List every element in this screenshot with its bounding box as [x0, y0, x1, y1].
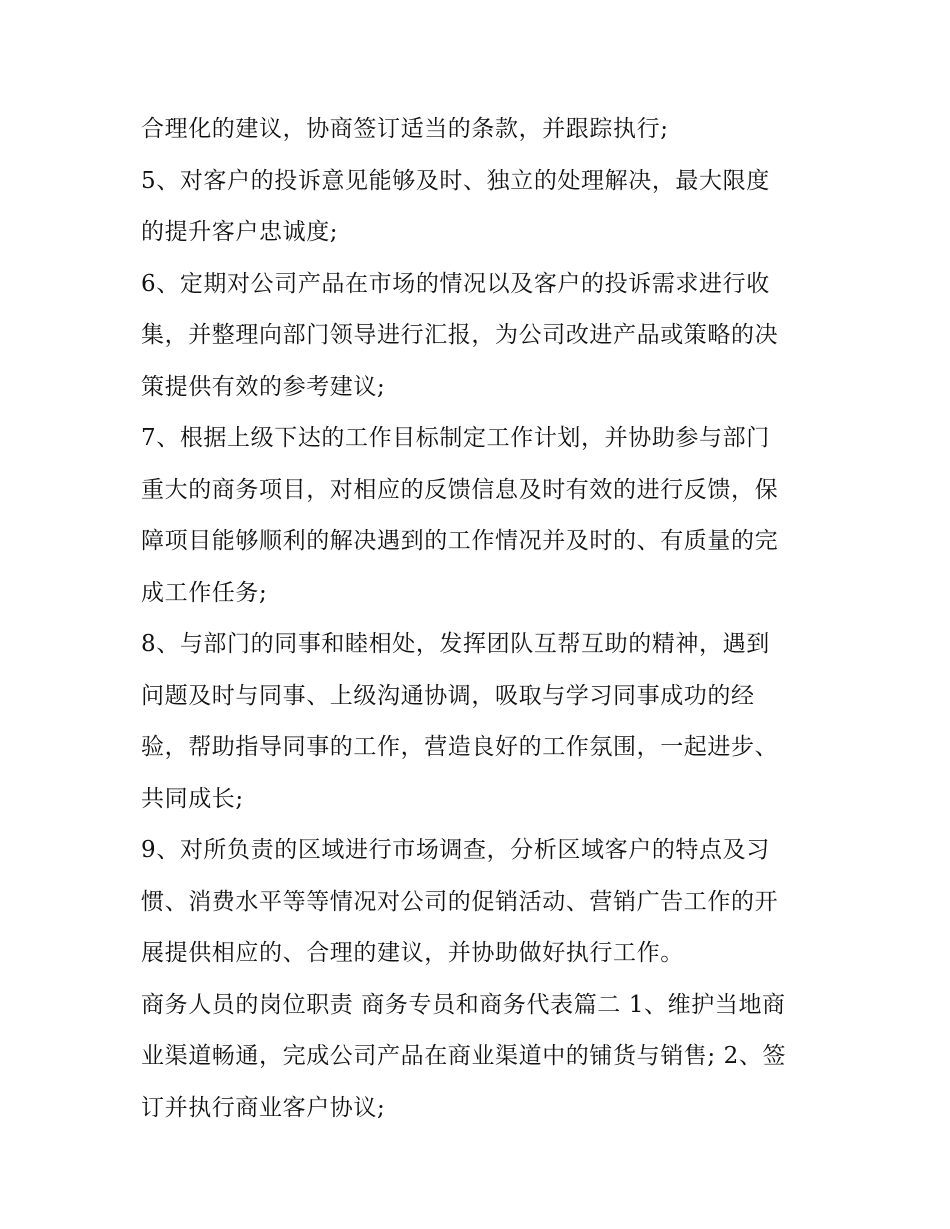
- text-line: 共同成长;: [141, 785, 244, 812]
- text-line: 集，并整理向部门领导进行汇报，为公司改进产品或策略的决: [141, 322, 779, 348]
- text-line: 重大的商务项目，对相应的反馈信息及时有效的进行反馈，保: [141, 476, 779, 503]
- text-line: 业渠道畅通，完成公司产品在商业渠道中的铺货与销售; 2、签: [141, 1043, 787, 1069]
- text-line: 订并执行商业客户协议;: [141, 1094, 386, 1121]
- text-line: 商务人员的岗位职责 商务专员和商务代表篇二 1、维护当地商: [141, 991, 786, 1018]
- document-body: [141, 104, 821, 1134]
- text-line: 的提升客户忠诚度;: [141, 219, 339, 245]
- text-line: 7、根据上级下达的工作目标制定工作计划，并协助参与部门: [141, 425, 770, 451]
- text-line: 问题及时与同事、上级沟通协调，吸取与学习同事成功的经: [141, 682, 755, 709]
- text-line: 9、对所负责的区域进行市场调查，分析区域客户的特点及习: [141, 837, 770, 863]
- text-line: 8、与部门的同事和睦相处，发挥团队互帮互助的精神，遇到: [141, 631, 770, 657]
- text-line: 验，帮助指导同事的工作，营造良好的工作氛围，一起进步、: [141, 734, 779, 760]
- text-line: 惯、消费水平等等情况对公司的促销活动、营销广告工作的开: [141, 888, 779, 915]
- text-line: 5、对客户的投诉意见能够及时、独立的处理解决，最大限度: [141, 167, 770, 194]
- text-line: 合理化的建议，协商签订适当的条款，并跟踪执行;: [141, 116, 669, 142]
- text-line: 6、定期对公司产品在市场的情况以及客户的投诉需求进行收: [141, 270, 770, 297]
- text-line: 成工作任务;: [141, 579, 268, 606]
- text-line: 障项目能够顺利的解决遇到的工作情况并及时的、有质量的完: [141, 528, 779, 554]
- text-line: 策提供有效的参考建议;: [141, 373, 386, 400]
- text-line: 展提供相应的、合理的建议，并协助做好执行工作。: [141, 940, 684, 966]
